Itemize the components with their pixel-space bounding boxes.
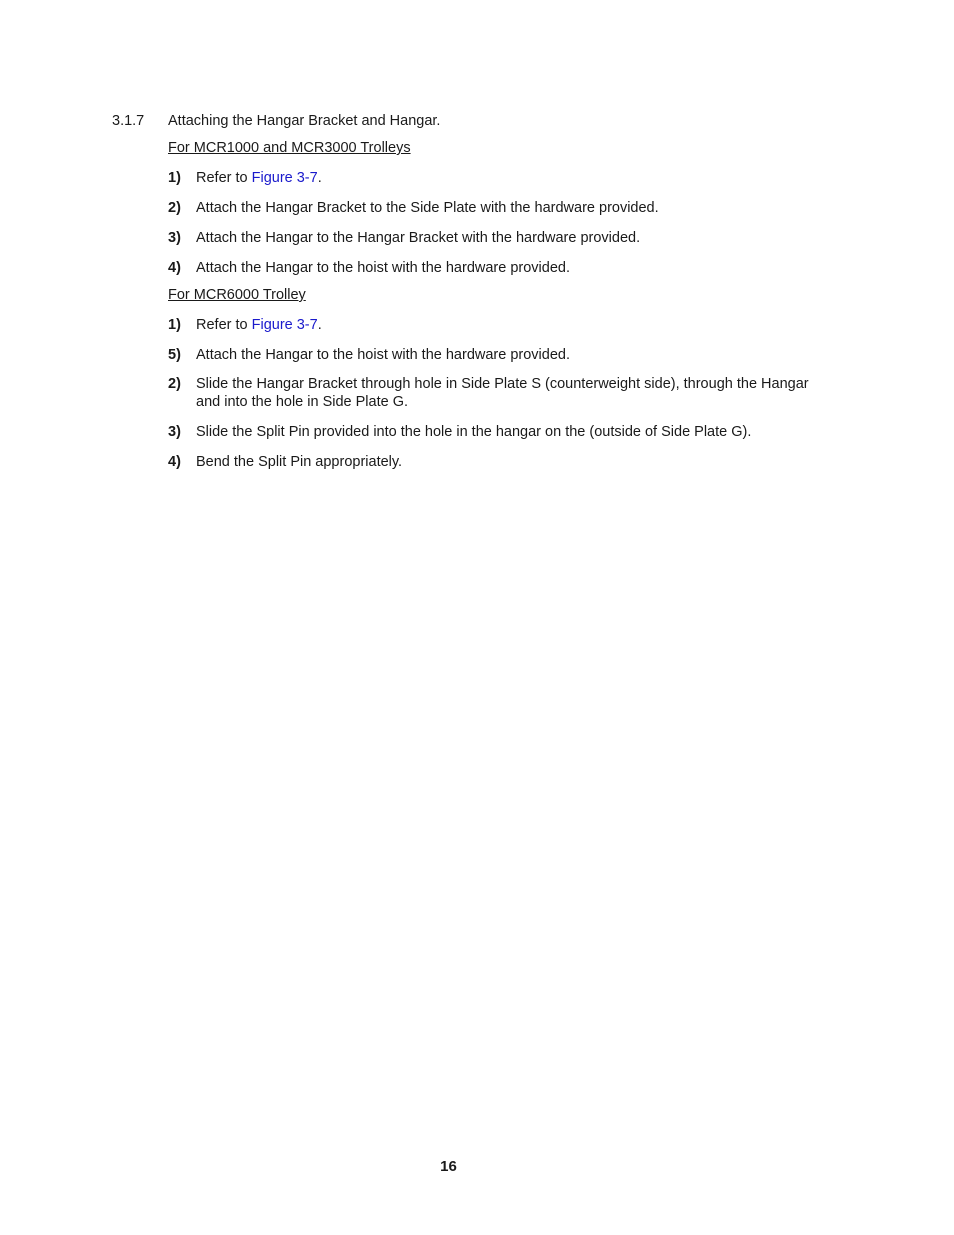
step-text: Attach the Hangar Bracket to the Side Plate with the hardware provided.	[196, 200, 659, 216]
step-text: Slide the Hangar Bracket through hole in Side Plate S (counterweight side), through the Hangar and into the hole in Side Plate G.	[196, 376, 809, 410]
figure-link[interactable]: Figure 3-7	[251, 170, 318, 186]
step-text-suffix: .	[317, 170, 322, 186]
step-text-prefix: Refer to	[196, 317, 252, 333]
step-text	[196, 316, 826, 334]
step-text: Bend the Split Pin appropriately.	[196, 454, 403, 470]
page-number: 16	[440, 1158, 457, 1175]
step-text: Slide the Split Pin provided into the hole in the hangar on the (outside of Side Plate G).	[196, 424, 752, 440]
step-number: 3)	[168, 424, 181, 440]
step-number: 3)	[168, 230, 181, 246]
step-number: 2)	[168, 200, 181, 216]
step-text	[196, 169, 826, 187]
step-number: 4)	[168, 260, 181, 276]
step-number: 2)	[168, 376, 181, 392]
step-text-suffix: .	[317, 317, 322, 333]
step-text: Attach the Hangar to the Hangar Bracket with the hardware provided.	[196, 230, 641, 246]
step-number: 1)	[168, 170, 181, 186]
step-number: 1)	[168, 317, 181, 333]
figure-link[interactable]: Figure 3-7	[251, 317, 318, 333]
step-number: 5)	[168, 347, 181, 363]
subheading-mcr1000-mcr3000: For MCR1000 and MCR3000 Trolleys	[168, 140, 411, 156]
step-number: 4)	[168, 454, 181, 470]
step-text-prefix: Refer to	[196, 170, 252, 186]
section-number: 3.1.7	[112, 113, 145, 129]
step-text: Attach the Hangar to the hoist with the hardware provided.	[196, 260, 570, 276]
subheading-mcr6000: For MCR6000 Trolley	[168, 287, 306, 303]
step-text: Attach the Hangar to the hoist with the hardware provided.	[196, 347, 570, 363]
section-title: Attaching the Hangar Bracket and Hangar.	[168, 113, 441, 129]
